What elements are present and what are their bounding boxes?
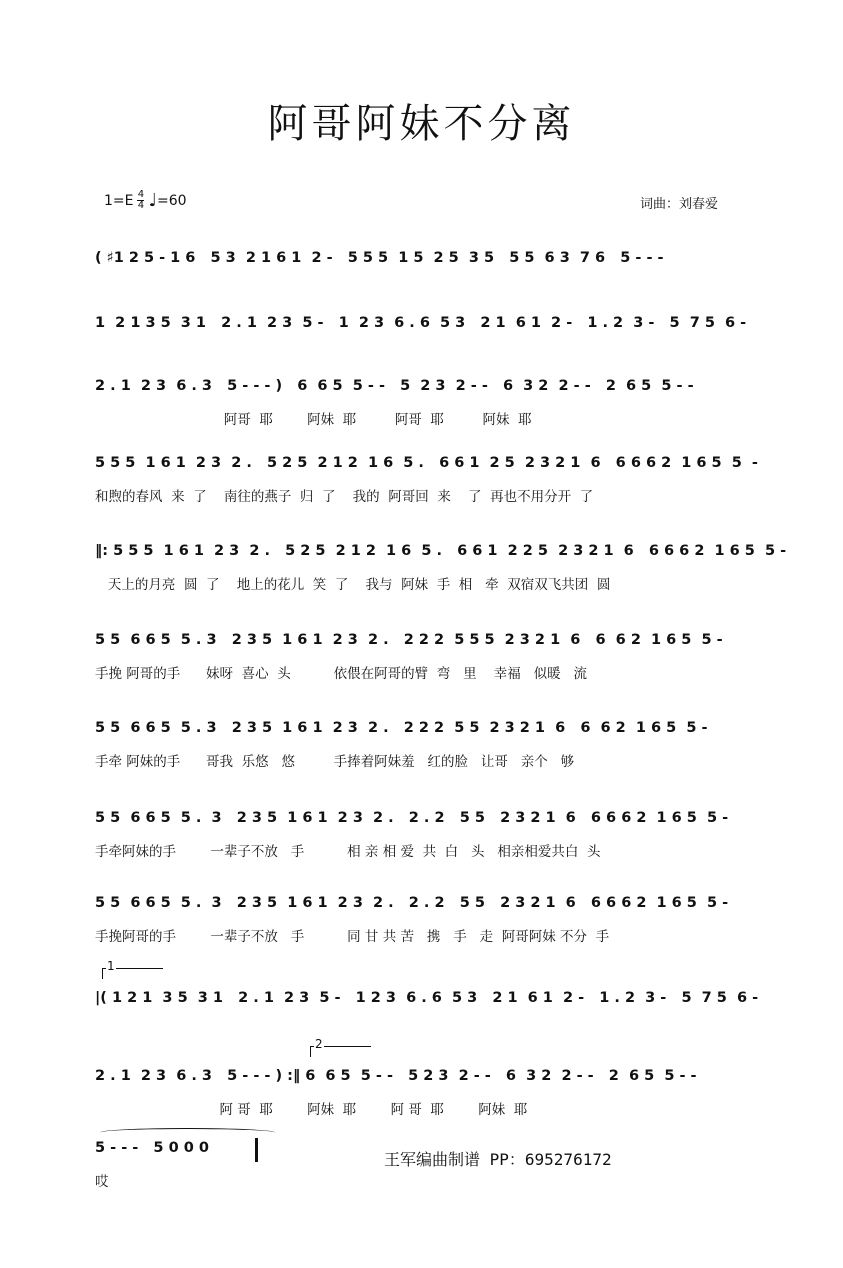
lyrics: 阿哥 耶 阿妹 耶 阿哥 耶 阿妹 耶 [95, 412, 532, 428]
lyrics: 手牵阿妹的手 一辈子不放 手 相 亲 相 爱 共 白 头 相亲相爱共白 头 [95, 844, 601, 860]
quarter-note-icon: ♩ [148, 189, 157, 211]
notation: 5 5 6 6 5 5 . 3 2 3 5 1 6 1 2 3 2 . 2 . 2 5 5 2 3 2 1 6 6 6 6 2 1 6 5 5 - [95, 810, 729, 826]
notation: |( 1 2 1 3 5 3 1 2 . 1 2 3 5 - 1 2 3 6 . 6 5 3 2 1 6 1 2 - 1 . 2 3 - 5 7 5 6 - [95, 990, 759, 1006]
notation: 1 2 1 3 5 3 1 2 . 1 2 3 5 - 1 2 3 6 . 6 5 3 2 1 6 1 2 - 1 . 2 3 - 5 7 5 6 - [95, 315, 747, 331]
slur-mark [100, 1128, 275, 1137]
lyrics: 和煦的春风 来 了 南往的燕子 归 了 我的 阿哥回 来 了 再也不用分开 了 [95, 489, 594, 505]
arranger-credit: 王军编曲制谱 PP：695276172 [384, 1150, 612, 1169]
key-signature [104, 190, 187, 211]
time-bottom: 4 [137, 200, 145, 211]
notation: 5 - - - 5 0 0 0 [95, 1140, 209, 1156]
volta-1-label: 1 [107, 959, 115, 973]
notation: 5 5 6 6 5 5 . 3 2 3 5 1 6 1 2 3 2 . 2 2 2 5 5 5 2 3 2 1 6 6 6 2 1 6 5 5 - [95, 632, 723, 648]
notation: ‖: 5 5 5 1 6 1 2 3 2 . 5 2 5 2 1 2 1 6 5 . 6 6 1 2 2 5 2 3 2 1 6 6 6 6 2 1 6 5 5 - [95, 543, 787, 559]
page-title: 阿哥阿妹不分离 [267, 101, 576, 147]
lyrics: 手牵 阿妹的手 哥我 乐悠 悠 手捧着阿妹羞 红的脸 让哥 亲个 够 [95, 754, 575, 770]
lyrics: 哎 [95, 1174, 109, 1190]
lyrics: 手挽阿哥的手 一辈子不放 手 同 甘 共 苦 携 手 走 阿哥阿妹 不分 手 [95, 929, 610, 945]
volta-2-label: 2 [315, 1037, 323, 1051]
notation: 5 5 6 6 5 5 . 3 2 3 5 1 6 1 2 3 2 . 2 2 2 5 5 2 3 2 1 6 6 6 2 1 6 5 5 - [95, 720, 708, 736]
notation: 2 . 1 2 3 6 . 3 5 - - - ) :‖ 6 6 5 5 - - 5 2 3 2 - - 6 3 2 2 - - 2 6 5 5 - - [95, 1068, 697, 1084]
time-top: 4 [137, 189, 145, 200]
time-signature [137, 190, 144, 211]
notation: ( ♯1 2 5 - 1 6 5 3 2 1 6 1 2 - 5 5 5 1 5 2 5 3 5 5 5 6 3 7 6 5 - - - [95, 250, 664, 266]
notation: 5 5 6 6 5 5 . 3 2 3 5 1 6 1 2 3 2 . 2 . 2 5 5 2 3 2 1 6 6 6 6 2 1 6 5 5 - [95, 895, 729, 911]
tempo-value: =60 [156, 192, 187, 209]
notation: 2 . 1 2 3 6 . 3 5 - - - ) 6 6 5 5 - - 5 2 3 2 - - 6 3 2 2 - - 2 6 5 5 - - [95, 378, 694, 394]
lyrics: 手挽 阿哥的手 妹呀 喜心 头 依偎在阿哥的臂 弯 里 幸福 似暖 流 [95, 666, 587, 682]
composer-credit: 词曲：刘春爱 [640, 197, 719, 212]
lyrics: 阿 哥 耶 阿妹 耶 阿 哥 耶 阿妹 耶 [95, 1102, 528, 1118]
final-barline [255, 1138, 258, 1162]
key-label: 1=E [104, 192, 134, 209]
lyrics: 天上的月亮 圆 了 地上的花儿 笑 了 我与 阿妹 手 相 牵 双宿双飞共团 圆 [95, 577, 611, 593]
notation: 5 5 5 1 6 1 2 3 2 . 5 2 5 2 1 2 1 6 5 . 6 6 1 2 5 2 3 2 1 6 6 6 6 2 1 6 5 5 - [95, 455, 758, 471]
volta-bracket-2 [310, 1037, 371, 1057]
volta-bracket-1 [102, 959, 163, 979]
